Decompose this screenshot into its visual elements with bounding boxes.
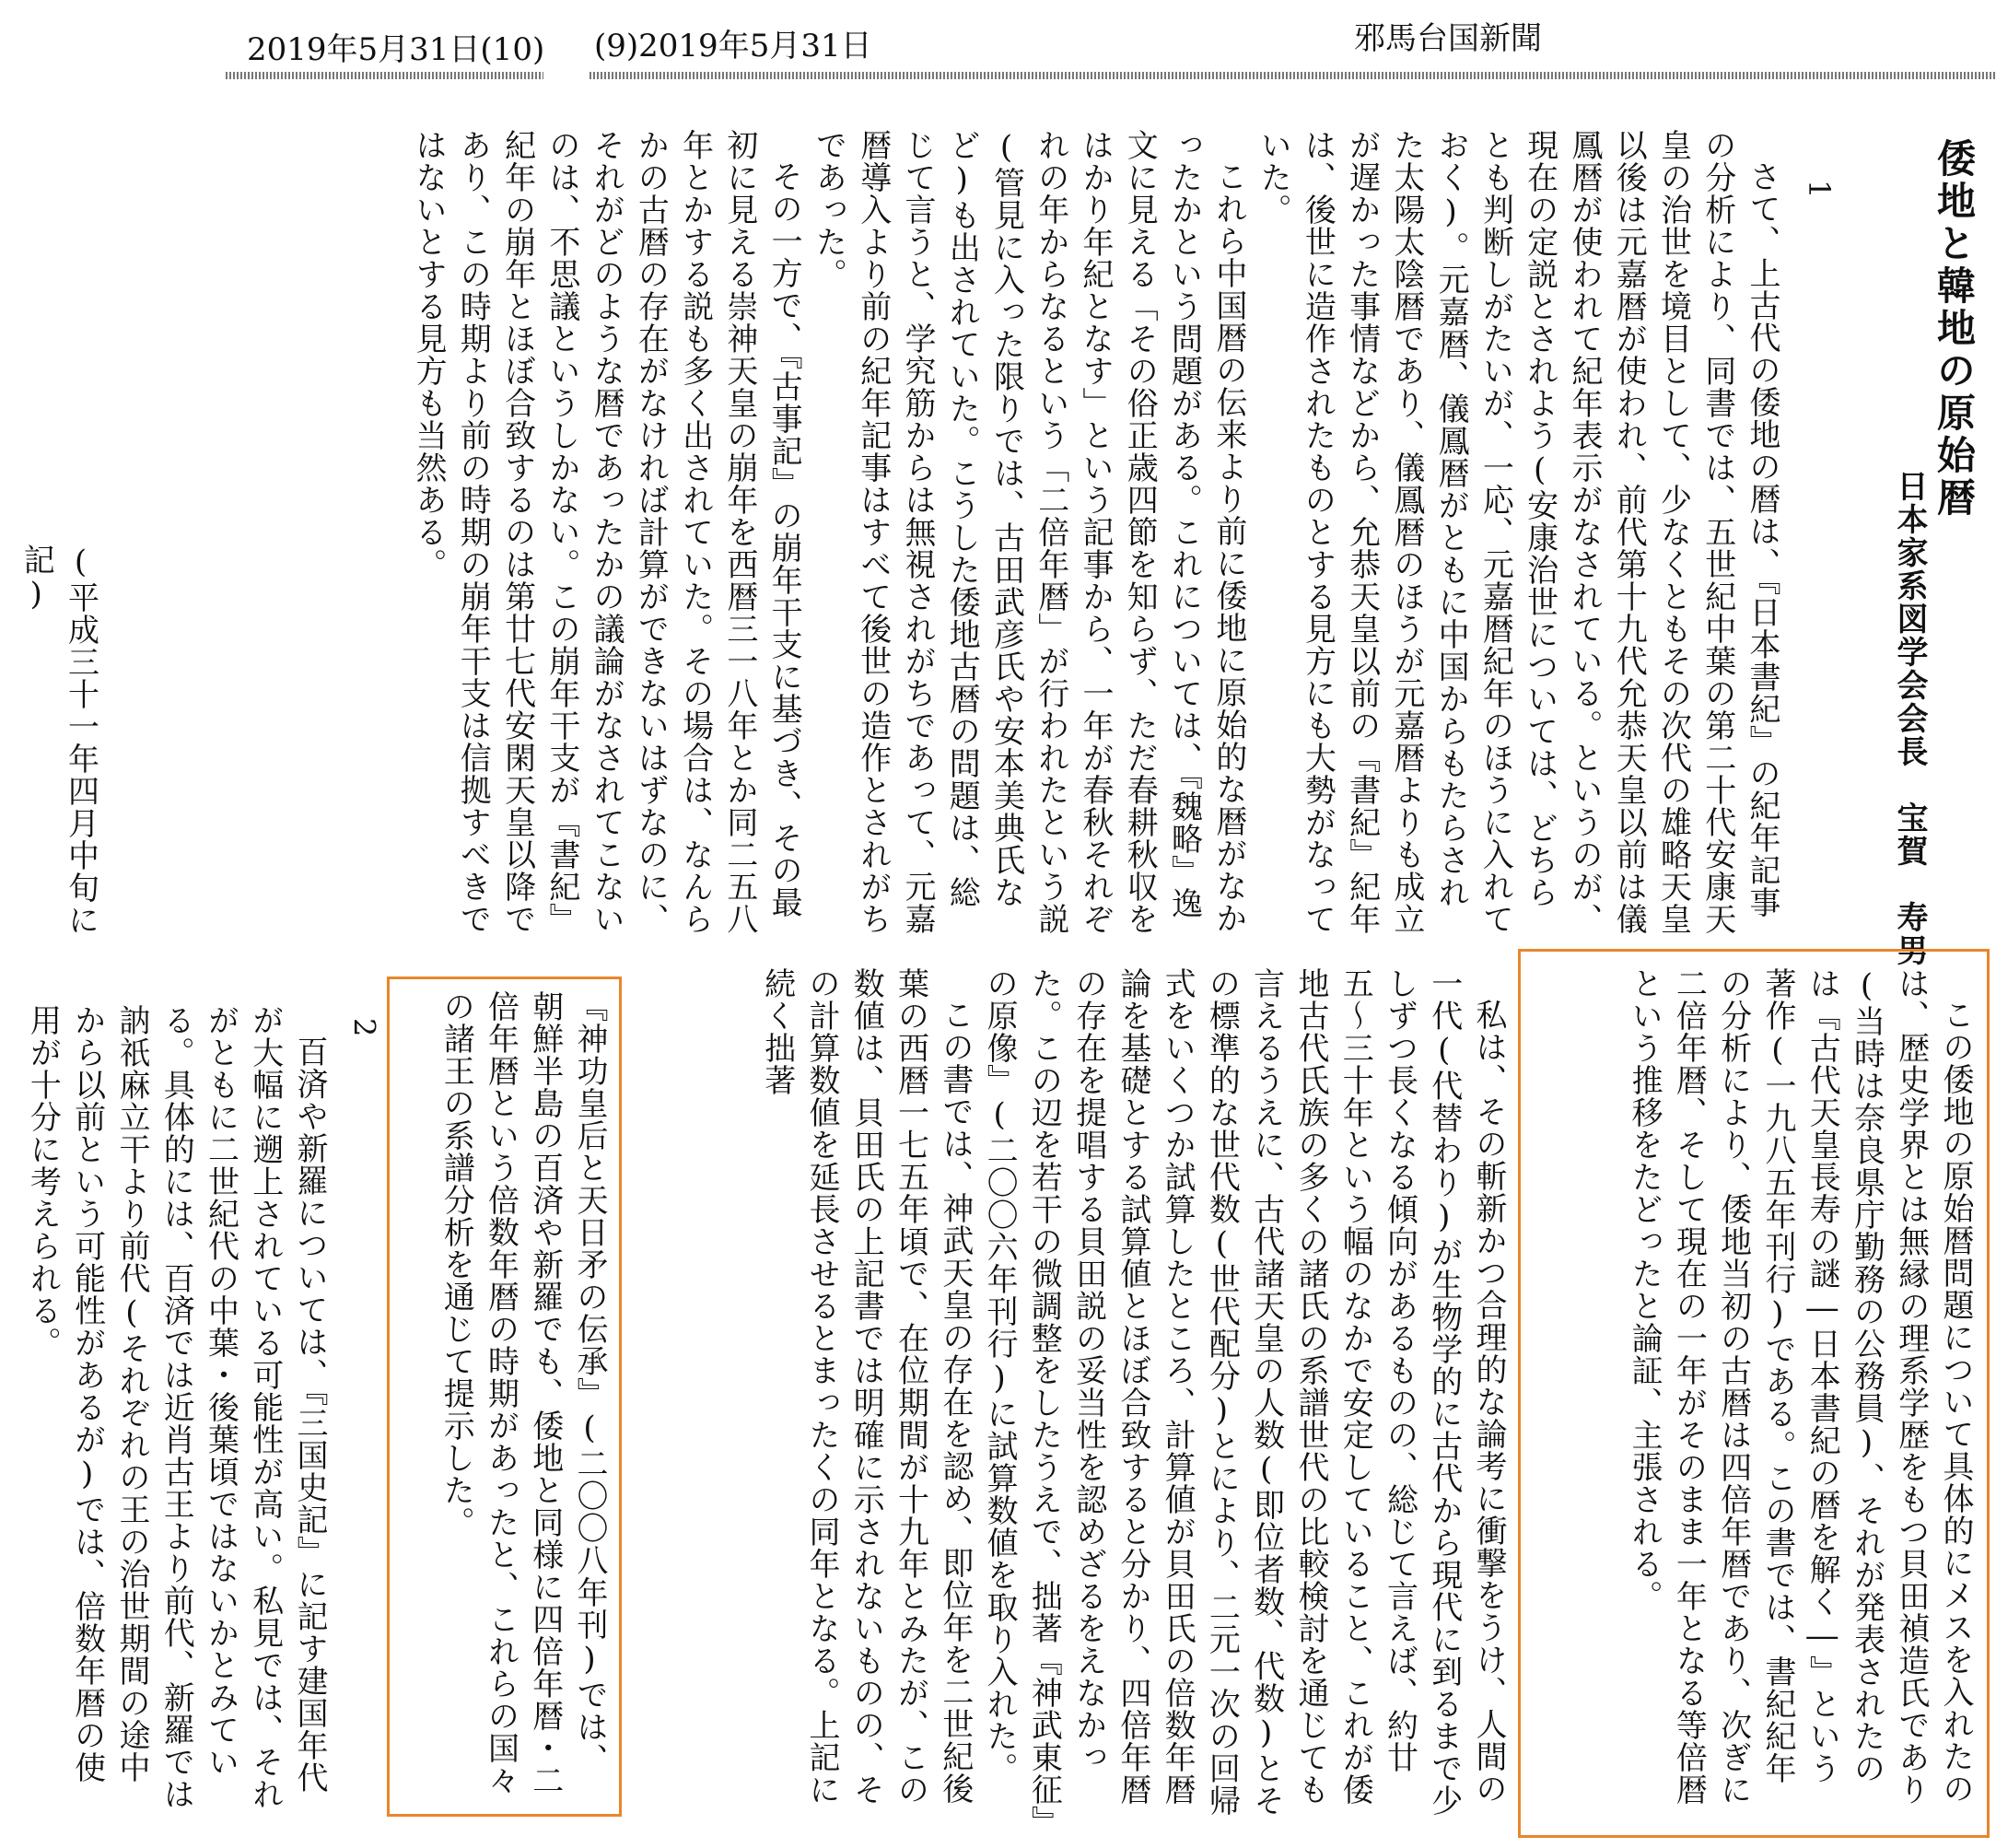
lower-left-text bbox=[9, 1004, 332, 1815]
upper-body-text bbox=[347, 129, 1784, 935]
paragraph: その一方で、『古事記』の崩年干支に基づき、その最初に見える崇神天皇の崩年を西暦三一八年とか同二五八年とかする説も多く出されていた。その場合は、なんらかの古暦の存在がなければ計算ができないはずなのに、それがどのような暦であったかの議論がなされてこないのは、不思議というしかない。この崩年干支が『書紀』紀年の崩年とほぼ合致するのは第廿七代安閑天皇以降であり、この時期より前の時期の崩年干支は信拠すべきではないとする見方も当然ある。 bbox=[410, 129, 803, 935]
right-page-date: (9)2019年5月31日 bbox=[594, 28, 872, 64]
paragraph: この書では、神武天皇の存在を認め、即位年を二世紀後葉の西暦一七五年頃で、在位期間が十九年とみたが、この数値は、貝田氏の上記書では明確に示されないものの、その計算数値を延長させるとまったくの同年となる。上記に続く拙著 bbox=[758, 967, 974, 1806]
paragraph: これら中国暦の伝来より前に倭地に原始的な暦がなかったかという問題がある。これについては、『魏略』逸文に見える「その俗正歳四節を知らず、ただ春耕秋収をはかり年紀となす」という記事から、一年が春秋それぞれの年からなるという「二倍年暦」が行われたという説(管見に入った限りでは、古田武彦氏や安本美典氏など)も出されていた。こうした倭地古暦の問題は、総じて言うと、学究筋からは無視されがちであって、元嘉暦導入より前の紀年記事はすべて後世の造作とされがちであった。 bbox=[810, 129, 1247, 935]
paragraph: さて、上古代の倭地の暦は、『日本書紀』の紀年記事の分析により、同書では、五世紀中葉の第二十代安康天皇の治世を境目として、少なくともその次代の雄略天皇以後は元嘉暦が使われ、前代第十九代允恭天皇以前は儀鳳暦が使われて紀年表示がなされている。というのが、現在の定説とされよう(安康治世については、どちらとも判断しがたいが、一応、元嘉暦紀年のほうに入れておく)。元嘉暦、儀鳳暦がともに中国からもたらされた太陽太陰暦であり、儀鳳暦のほうが元嘉暦よりも成立が遅かった事情などから、允恭天皇以前の『書紀』紀年は、後世に造作されたものとする見方にも大勢がなっていた。 bbox=[1255, 129, 1780, 935]
section-number-1: 1 bbox=[1802, 180, 1837, 200]
paragraph: 百済や新羅については、『三国史記』に記す建国年代が大幅に遡上されている可能性が高い。私見では、それがともに二世紀代の中葉・後葉頃ではないかとみている。具体的には、百済では近肖古王より前代、新羅では訥祇麻立干より前代(それぞれの王の治世期間の途中から以前という可能性があるが)では、倍数年暦の使用が十分に考えられる。 bbox=[24, 1004, 328, 1810]
section-number-2: 2 bbox=[346, 1018, 382, 1038]
header-rule-right bbox=[589, 72, 1996, 79]
lower-middle-text bbox=[613, 967, 1511, 1829]
article-author: 日本家系図学会会長 宝賀 寿男 bbox=[1891, 470, 1928, 967]
left-page-date: 2019年5月31日(10) bbox=[247, 31, 545, 68]
kaida-paragraph: この倭地の原始暦問題について具体的にメスを入れたのは、歴史学界とは無縁の理系学歴をもつ貝田禎造氏であり(当時は奈良県庁勤務の公務員)、それが発表されたのは『古代天皇長寿の謎―日本書紀の暦を解く―』という著作(一九八五年刊行)である。この書では、書紀紀年の分析により、倭地当初の古暦は四倍年暦であり、次ぎに二倍年暦、そして現在の一年がそのまま一年となる等倍暦という推移をたどったと論証、主張される。 bbox=[1626, 967, 1974, 1806]
paragraph: 私は、その斬新かつ合理的な論考に衝撃をうけ、人間の一代(代替わり)が生物学的に古代から現代に到るまで少しずつ長くなる傾向があるものの、総じて言えば、約廿五〜三十年という幅のなかで安定していること、これが倭地古代氏族の多くの諸氏の系譜世代の比較検討を通じても言えるうえに、古代諸天皇の人数(即位者数、代数)とその標準的な世代数(世代配分)とにより、二元一次の回帰式をいくつか試算したところ、計算値が貝田氏の倍数年暦論を基礎とする試算値とほぼ合致すると分かり、四倍年暦の存在を提唱する貝田説の妥当性を認めざるをえなかった。この辺を若干の微調整をしたうえで、拙著『神武東征』の原像』(二〇〇六年刊行)に試算数値を取り入れた。 bbox=[981, 967, 1507, 1822]
jingu-paragraph: 『神功皇后と天日矛の伝承』(二〇〇八年刊)では、朝鮮半島の百済や新羅でも、倭地と同様に四倍年暦・二倍年暦という倍数年暦の時期があったと、これらの国々の諸王の系譜分析を通じて提示した。 bbox=[438, 990, 608, 1796]
header-rule-left bbox=[226, 72, 543, 79]
article-title: 倭地と韓地の原始暦 bbox=[1932, 138, 1977, 520]
newspaper-name: 邪馬台国新聞 bbox=[1354, 20, 1542, 57]
written-date-note: (平成三十一年四月中旬に記) bbox=[18, 544, 99, 936]
